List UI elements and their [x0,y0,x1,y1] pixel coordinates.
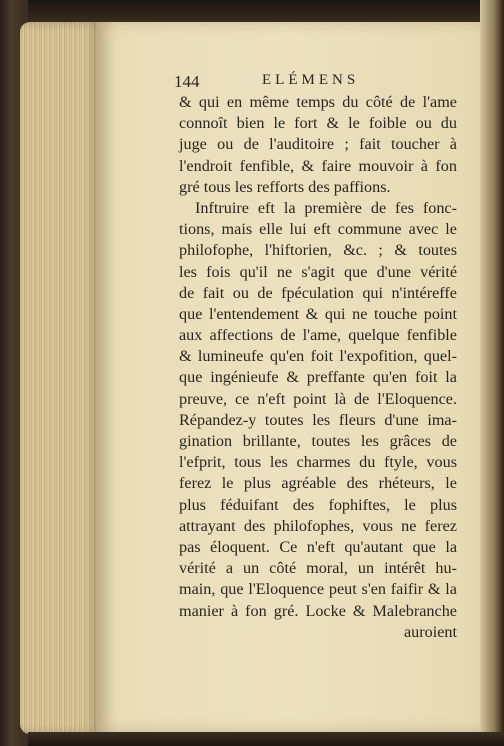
text-line: tions, mais elle lui eft commune avec le [179,220,457,239]
text-line: Répandez-y toutes les fleurs d'une ima- [179,410,457,429]
body-text [179,92,457,643]
running-head: ELÉMENS [262,72,360,88]
text-line: preuve, ce n'eft point là de l'Eloquence. [179,389,457,408]
text-line: Inftruire eft la première de fes fonc- [195,198,457,217]
text-line: manier à fon gré. Locke & Malebranche [179,601,457,620]
text-line: ferez le plus agréable des rhéteurs, le [179,474,457,493]
text-line: aux affections de l'ame, quelque fenfible [179,326,457,345]
text-line: l'endroit fenfible, & faire mouvoir à fon [179,156,457,175]
text-line: vérité a un côté moral, un intérêt hu- [179,559,457,578]
text-line: philofophe, l'hiftorien, &c. ; & toutes [179,241,457,260]
text-line: pas éloquent. Ce n'eft qu'autant que la [179,537,457,556]
page-header [174,72,374,94]
text-line: attrayant des philofophes, vous ne ferez [179,516,457,535]
text-line: juge ou de l'auditoire ; fait toucher à [179,135,457,154]
text-line: que ingénieufe & preffante qu'en foit la [179,368,457,387]
top-shadow [28,0,504,24]
text-line: main, que l'Eloquence peut s'en faifir & la [179,580,457,599]
page-number: 144 [174,72,200,91]
bottom-shadow [28,732,504,746]
text-line: plus féduifant des fophiftes, le plus [179,495,457,514]
text-line: gination brillante, toutes les grâces de [179,432,457,450]
text-line: que l'entendement & qui ne touche point [179,304,457,323]
text-line: l'efprit, tous les charmes du ftyle, vous [179,453,457,472]
page-edges [20,22,100,734]
facing-page-edge [480,0,504,746]
text-line: connoît bien le fort & le foible ou du [179,114,457,133]
text-line: les fois qu'il ne s'agit que d'une vérité [179,262,457,281]
catchword: auroient [403,622,457,641]
text-line: & qui en même temps du côté de l'ame [179,93,457,111]
text-line: gré tous les refforts des paffions. [179,177,391,196]
text-line: de fait ou de fpéculation qui n'intéreffe [179,283,457,302]
text-line: & lumineufe qu'en foit l'expofition, quel- [179,347,457,366]
